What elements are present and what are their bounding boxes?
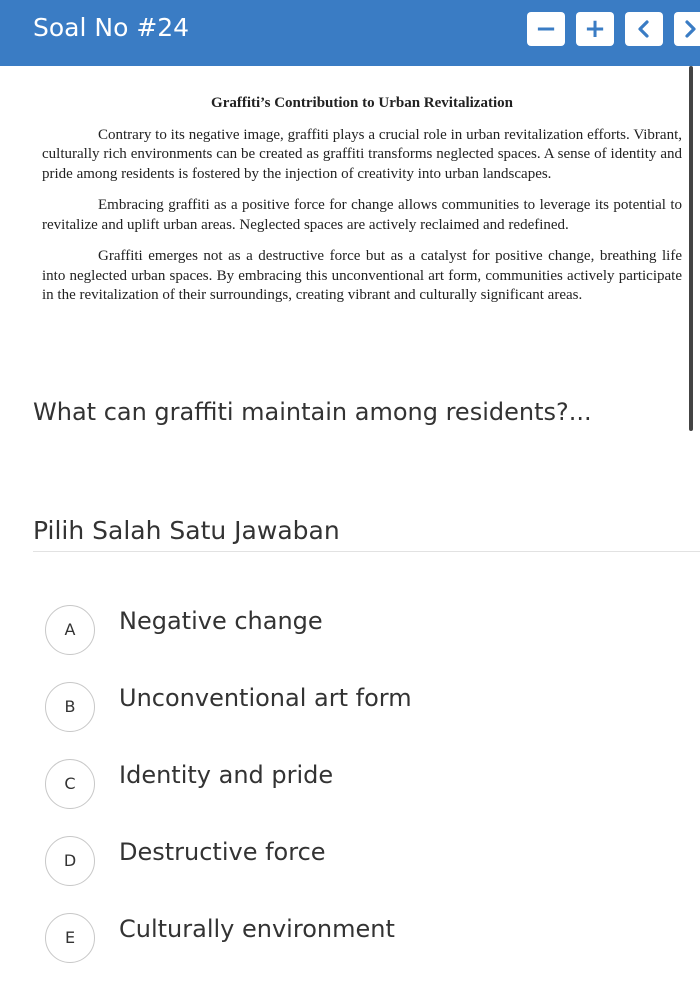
option-radio[interactable]: B bbox=[45, 682, 95, 732]
chevron-right-icon bbox=[680, 19, 700, 39]
question-text: What can graffiti maintain among residents?... bbox=[33, 398, 592, 426]
option-d[interactable] bbox=[45, 836, 685, 913]
option-radio[interactable]: D bbox=[45, 836, 95, 886]
increase-font-button[interactable] bbox=[576, 12, 614, 46]
option-radio[interactable]: C bbox=[45, 759, 95, 809]
header-bar bbox=[0, 0, 700, 66]
passage-paragraph: Embracing graffiti as a positive force for change allows communities to leverage its potential to revitalize and uplift urban areas. Neglected spaces are actively reclaimed and redefined. bbox=[42, 197, 682, 233]
plus-icon: + bbox=[584, 14, 606, 44]
chevron-left-icon bbox=[634, 19, 654, 39]
answer-options bbox=[45, 605, 685, 990]
option-radio[interactable]: E bbox=[45, 913, 95, 963]
option-b[interactable] bbox=[45, 682, 685, 759]
option-c[interactable] bbox=[45, 759, 685, 836]
decrease-font-button[interactable] bbox=[527, 12, 565, 46]
option-label[interactable]: Identity and pride bbox=[119, 761, 334, 789]
option-radio[interactable]: A bbox=[45, 605, 95, 655]
option-label[interactable]: Negative change bbox=[119, 607, 323, 635]
option-a[interactable] bbox=[45, 605, 685, 682]
passage-paragraph: Contrary to its negative image, graffiti plays a crucial role in urban revitalization efforts. Vibrant, culturally rich environments can be created as graffiti transforms neglected spaces. A sense of identity and pride among residents is fostered by the injection of creativity into urban landscapes. bbox=[42, 126, 682, 182]
scrollbar[interactable] bbox=[689, 66, 693, 431]
previous-question-button[interactable] bbox=[625, 12, 663, 46]
reading-passage bbox=[42, 94, 682, 318]
question-number-title: Soal No #24 bbox=[33, 13, 190, 42]
option-label[interactable]: Culturally environment bbox=[119, 915, 395, 943]
option-label[interactable]: Unconventional art form bbox=[119, 684, 412, 712]
divider bbox=[33, 551, 700, 552]
option-label[interactable]: Destructive force bbox=[119, 838, 326, 866]
minus-icon: − bbox=[535, 14, 557, 44]
answer-prompt: Pilih Salah Satu Jawaban bbox=[33, 516, 340, 545]
option-e[interactable] bbox=[45, 913, 685, 990]
next-question-button[interactable] bbox=[674, 12, 700, 46]
passage-paragraph: Graffiti emerges not as a destructive force but as a catalyst for positive change, breathing life into neglected urban spaces. By embracing this unconventional art form, communities actively participate in the revitalization of their surroundings, creating vibrant and culturally significant areas. bbox=[42, 248, 682, 303]
passage-title: Graffiti’s Contribution to Urban Revitalization bbox=[211, 95, 513, 111]
